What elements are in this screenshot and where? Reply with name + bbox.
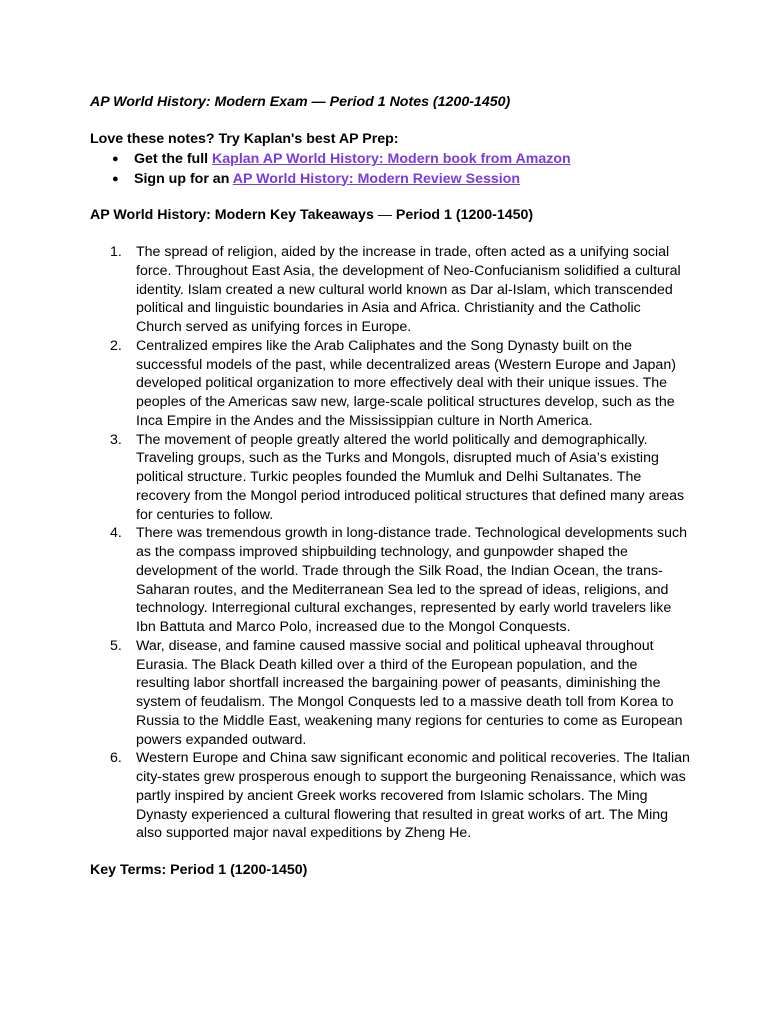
takeaway-number: 1.	[110, 244, 122, 260]
bullet-icon: ●	[112, 172, 119, 185]
key-terms-heading: Key Terms: Period 1 (1200-1450)	[90, 862, 308, 878]
takeaway-item	[110, 243, 690, 337]
takeaways-list	[110, 243, 690, 843]
takeaway-number: 6.	[110, 750, 122, 767]
takeaway-number: 5.	[110, 637, 122, 654]
takeaway-item	[110, 431, 690, 525]
promo-item-prefix: Sign up for an	[134, 170, 233, 187]
takeaway-item	[110, 749, 690, 843]
takeaway-number: 2.	[110, 337, 122, 354]
page-title: AP World History: Modern Exam — Period 1 Notes (1200-1450)	[90, 94, 511, 110]
takeaways-heading	[90, 207, 533, 223]
promo-heading: Love these notes? Try Kaplan's best AP Prep:	[90, 131, 399, 147]
takeaways-heading-period: Period 1 (1200-1450)	[395, 207, 534, 223]
promo-item-book	[90, 150, 571, 170]
takeaways-heading-main: AP World History: Modern Key Takeaways	[90, 207, 374, 223]
takeaway-text: Western Europe and China saw significant economic and political recoveries. The Italian city-states grew prosperous enough to support the burgeoning Renaissance, which was partly inspired by ancient Greek works recovered from Islamic scholars. The Ming Dynasty experienced a cultural flowering that resulted in great works of art. The Ming also supported major naval expeditions by Zheng He.	[136, 750, 690, 842]
takeaway-number: 4.	[110, 525, 122, 542]
promo-item-prefix: Get the full	[134, 151, 213, 167]
takeaways-heading-dash: —	[373, 207, 396, 223]
takeaway-text: War, disease, and famine caused massive social and political upheaval throughout Eurasia. The Black Death killed over a third of the European population, and the resulting labor shortfall increased the bargaining power of peasants, diminishing the system of feudalism. The Mongol Conquests led to a massive death toll from Korea to Russia to the Middle East, weakening many regions for centuries to come as European powers expanded outward.	[136, 637, 683, 748]
kaplan-book-link[interactable]: Kaplan AP World History: Modern book from Amazon	[212, 151, 571, 167]
promo-item-session	[90, 170, 571, 190]
review-session-link[interactable]: AP World History: Modern Review Session	[232, 170, 521, 187]
takeaway-item	[110, 337, 690, 431]
takeaway-text: There was tremendous growth in long-distance trade. Technological developments such as the compass improved shipbuilding technology, and gunpowder shaped the development of the world. Trade through the Silk Road, the Indian Ocean, the trans-Saharan routes, and the Mediterranean Sea led to the spread of ideas, religions, and technology. Interregional cultural exchanges, represented by early world travelers like Ibn Battuta and Marco Polo, increased due to the Mongol Conquests.	[136, 525, 687, 635]
takeaway-text: The movement of people greatly altered the world politically and demographically. Traveling groups, such as the Turks and Mongols, disrupted much of Asia’s existing political structure. Turkic peoples founded the Mumluk and Delhi Sultanates. The recovery from the Mongol period introduced political structures that defined many areas for centuries to follow.	[136, 431, 685, 523]
takeaway-number: 3.	[110, 431, 122, 448]
takeaway-item	[110, 524, 690, 637]
takeaway-item	[110, 637, 690, 750]
promo-list	[90, 150, 571, 189]
takeaway-text: Centralized empires like the Arab Caliphates and the Song Dynasty built on the successful models of the past, while decentralized areas (Western Europe and Japan) developed political organization to more effectively deal with their unique issues. The peoples of the Americas saw new, large-scale political structures develop, such as the Inca Empire in the Andes and the Mississippian culture in North America.	[136, 337, 676, 429]
bullet-icon: ●	[112, 153, 119, 165]
takeaway-text: The spread of religion, aided by the increase in trade, often acted as a unifying social force. Throughout East Asia, the development of Neo-Confucianism solidified a cultural identity. Islam created a new cultural world known as Dar al-Islam, which transcended political and linguistic boundaries in Asia and Africa. Christianity and the Catholic Church served as unifying forces in Europe.	[136, 244, 681, 335]
